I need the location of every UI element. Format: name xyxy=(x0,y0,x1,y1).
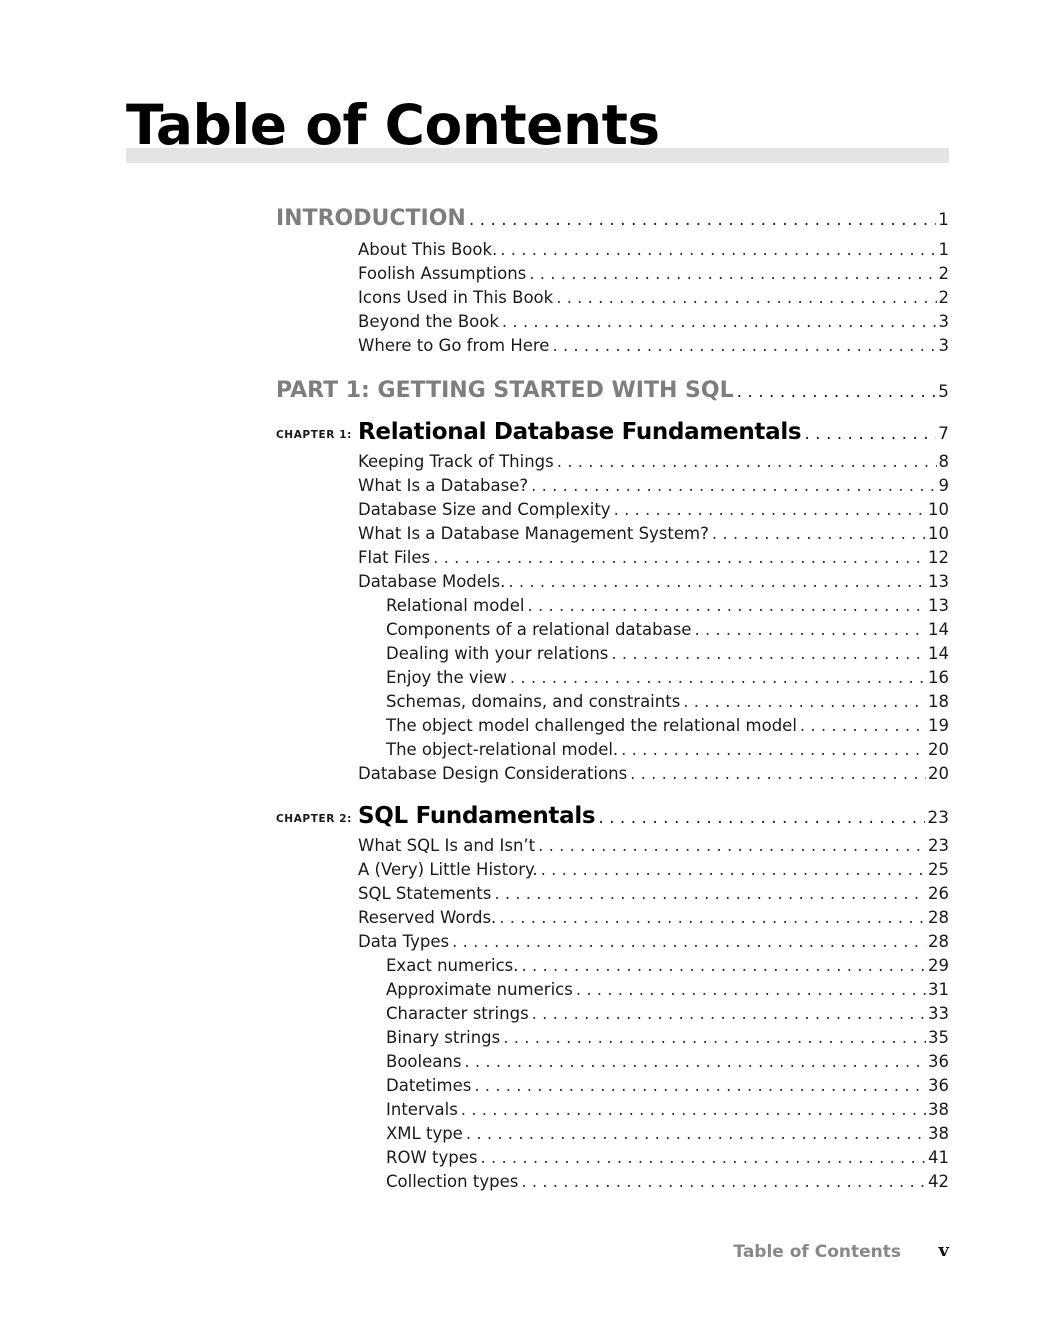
toc-subentry-label: Enjoy the view xyxy=(386,668,507,687)
toc-subentry-label: Approximate numerics xyxy=(386,980,573,999)
toc-subentry-label: Dealing with your relations xyxy=(386,644,609,663)
toc-entry[interactable] xyxy=(358,262,949,286)
leader-dots xyxy=(510,666,926,690)
leader-dots xyxy=(461,1098,926,1122)
toc-entry-page: 25 xyxy=(928,860,949,879)
toc-entry-page: 1 xyxy=(938,240,949,259)
toc-subentry[interactable] xyxy=(386,978,949,1002)
toc-entry-label: About This Book. xyxy=(358,240,498,259)
toc-subentry-label: ROW types xyxy=(386,1148,478,1167)
leader-dots xyxy=(538,834,926,858)
toc-subentry-page: 19 xyxy=(928,716,949,735)
toc-chapter-1[interactable] xyxy=(358,416,949,448)
toc-entry[interactable] xyxy=(358,930,949,954)
leader-dots xyxy=(480,1146,926,1170)
toc-entry[interactable] xyxy=(358,238,949,262)
leader-dots xyxy=(464,1050,926,1074)
toc-subentry-page: 18 xyxy=(928,692,949,711)
toc-subentry-label: The object-relational model. xyxy=(386,740,619,759)
toc-entry-page: 9 xyxy=(938,476,949,495)
toc-entry-label: Icons Used in This Book xyxy=(358,288,554,307)
leader-dots xyxy=(621,738,926,762)
toc-subentry[interactable] xyxy=(386,594,949,618)
toc-entry[interactable] xyxy=(358,834,949,858)
toc-entry-label: Keeping Track of Things xyxy=(358,452,554,471)
toc-entry[interactable] xyxy=(358,570,949,594)
toc-subentry[interactable] xyxy=(386,714,949,738)
leader-dots xyxy=(576,978,926,1002)
leader-dots xyxy=(712,522,926,546)
leader-dots xyxy=(500,238,936,262)
toc-chapter-1-title: Relational Database Fundamentals xyxy=(358,419,802,445)
toc-entry[interactable] xyxy=(358,498,949,522)
toc-entry-page: 2 xyxy=(938,264,949,283)
leader-dots xyxy=(552,334,936,358)
page-title: Table of Contents xyxy=(126,93,660,157)
toc-chapter-2[interactable] xyxy=(358,800,949,832)
toc-entry-label: Database Models. xyxy=(358,572,506,591)
toc-subentry-page: 38 xyxy=(928,1100,949,1119)
leader-dots xyxy=(557,450,937,474)
toc-entry[interactable] xyxy=(358,310,949,334)
toc-entry-page: 20 xyxy=(928,764,949,783)
toc-entry-label: Beyond the Book xyxy=(358,312,499,331)
toc-entry[interactable] xyxy=(358,474,949,498)
toc-subentry-page: 35 xyxy=(928,1028,949,1047)
toc-subentry-label: The object model challenged the relational model xyxy=(386,716,797,735)
toc-entry[interactable] xyxy=(358,450,949,474)
toc-subentry[interactable] xyxy=(386,1122,949,1146)
toc-entry-label: Reserved Words. xyxy=(358,908,497,927)
leader-dots xyxy=(694,618,926,642)
leader-dots xyxy=(474,1074,926,1098)
footer-page-number: v xyxy=(938,1240,949,1261)
toc-entry-page: 23 xyxy=(928,836,949,855)
toc-part-1-label: PART 1: GETTING STARTED WITH SQL xyxy=(276,378,734,403)
leader-dots xyxy=(466,1122,926,1146)
toc-subentry[interactable] xyxy=(386,1002,949,1026)
toc-entry-label: What Is a Database Management System? xyxy=(358,524,709,543)
toc-subentry-label: Components of a relational database xyxy=(386,620,692,639)
toc-subentry-page: 29 xyxy=(928,956,949,975)
toc-subentry-label: Collection types xyxy=(386,1172,519,1191)
toc-subentry[interactable] xyxy=(386,1050,949,1074)
toc-entry-page: 3 xyxy=(938,336,949,355)
toc-introduction-page: 1 xyxy=(938,210,949,230)
toc-introduction-label: INTRODUCTION xyxy=(276,206,466,231)
toc-entry[interactable] xyxy=(358,546,949,570)
toc-entry-label: Foolish Assumptions xyxy=(358,264,527,283)
leader-dots xyxy=(452,930,926,954)
toc-subentry[interactable] xyxy=(386,690,949,714)
leader-dots xyxy=(614,498,926,522)
toc-entry-label: What SQL Is and Isn’t xyxy=(358,836,536,855)
toc-subentry-page: 16 xyxy=(928,668,949,687)
toc-subentry-page: 20 xyxy=(928,740,949,759)
toc-subentry[interactable] xyxy=(386,1146,949,1170)
leader-dots xyxy=(800,714,926,738)
toc-entry-label: SQL Statements xyxy=(358,884,492,903)
toc-entry-page: 2 xyxy=(938,288,949,307)
toc-subentry-page: 36 xyxy=(928,1076,949,1095)
leader-dots xyxy=(737,376,937,407)
chapter-1-number: CHAPTER 1: xyxy=(276,429,352,441)
toc-subentry-page: 33 xyxy=(928,1004,949,1023)
toc-subentry-page: 41 xyxy=(928,1148,949,1167)
toc-entry[interactable] xyxy=(358,762,949,786)
toc-entry[interactable] xyxy=(358,882,949,906)
toc-subentry-page: 36 xyxy=(928,1052,949,1071)
leader-dots xyxy=(598,802,925,832)
toc-introduction[interactable] xyxy=(276,203,949,235)
leader-dots xyxy=(531,474,936,498)
toc-entry-label: A (Very) Little History. xyxy=(358,860,538,879)
toc-subentry-page: 14 xyxy=(928,644,949,663)
toc-chapter-2-title: SQL Fundamentals xyxy=(358,803,596,829)
leader-dots xyxy=(521,1170,926,1194)
toc-subentry[interactable] xyxy=(386,954,949,978)
leader-dots xyxy=(522,954,926,978)
toc-subentry[interactable] xyxy=(386,738,949,762)
toc-subentry-page: 14 xyxy=(928,620,949,639)
toc-subentry-page: 42 xyxy=(928,1172,949,1191)
toc-entry-page: 28 xyxy=(928,908,949,927)
toc-subentry[interactable] xyxy=(386,1098,949,1122)
toc-subentry-label: Binary strings xyxy=(386,1028,501,1047)
toc-subentry-page: 38 xyxy=(928,1124,949,1143)
leader-dots xyxy=(469,204,936,235)
toc-subentry[interactable] xyxy=(386,1074,949,1098)
toc-entry[interactable] xyxy=(358,858,949,882)
toc-entry-page: 13 xyxy=(928,572,949,591)
toc-entry-page: 28 xyxy=(928,932,949,951)
toc-subentry-label: Exact numerics. xyxy=(386,956,519,975)
leader-dots xyxy=(532,1002,926,1026)
toc-subentry[interactable] xyxy=(386,1026,949,1050)
leader-dots xyxy=(529,262,936,286)
toc-entry-page: 12 xyxy=(928,548,949,567)
toc-subentry[interactable] xyxy=(386,1170,949,1194)
toc-subentry-label: Booleans xyxy=(386,1052,462,1071)
leader-dots xyxy=(508,570,926,594)
toc-entry-page: 10 xyxy=(928,524,949,543)
toc-chapter-1-page: 7 xyxy=(938,424,949,444)
toc-part-1-page: 5 xyxy=(938,382,949,402)
toc-subentry-label: Datetimes xyxy=(386,1076,472,1095)
toc-subentry-page: 31 xyxy=(928,980,949,999)
leader-dots xyxy=(611,642,926,666)
leader-dots xyxy=(502,310,937,334)
toc-subentry-label: Character strings xyxy=(386,1004,529,1023)
toc-entry[interactable] xyxy=(358,906,949,930)
toc-entry-label: Flat Files xyxy=(358,548,431,567)
leader-dots xyxy=(683,690,926,714)
toc-entry-page: 10 xyxy=(928,500,949,519)
leader-dots xyxy=(528,594,927,618)
toc-entry-label: Where to Go from Here xyxy=(358,336,550,355)
leader-dots xyxy=(541,858,926,882)
leader-dots xyxy=(630,762,926,786)
toc-entry[interactable] xyxy=(358,286,949,310)
toc-entry-label: What Is a Database? xyxy=(358,476,529,495)
toc-part-1[interactable] xyxy=(276,375,949,407)
toc-entry[interactable] xyxy=(358,334,949,358)
toc-entry[interactable] xyxy=(358,522,949,546)
toc-subentry-page: 13 xyxy=(928,596,949,615)
toc-subentry-label: Relational model xyxy=(386,596,525,615)
toc-entry-page: 26 xyxy=(928,884,949,903)
leader-dots xyxy=(433,546,926,570)
toc-subentry[interactable] xyxy=(386,618,949,642)
leader-dots xyxy=(494,882,926,906)
footer-section-title: Table of Contents xyxy=(733,1242,901,1262)
toc-subentry-label: XML type xyxy=(386,1124,463,1143)
toc-subentry-label: Intervals xyxy=(386,1100,458,1119)
chapter-2-number: CHAPTER 2: xyxy=(276,813,352,825)
leader-dots xyxy=(556,286,936,310)
leader-dots xyxy=(503,1026,926,1050)
toc-subentry[interactable] xyxy=(386,642,949,666)
leader-dots xyxy=(804,418,936,448)
toc-entry-page: 3 xyxy=(938,312,949,331)
toc-entry-label: Database Design Considerations xyxy=(358,764,628,783)
leader-dots xyxy=(499,906,926,930)
toc-entry-label: Data Types xyxy=(358,932,450,951)
toc-entry-label: Database Size and Complexity xyxy=(358,500,611,519)
toc-chapter-2-page: 23 xyxy=(927,808,949,828)
toc-subentry-label: Schemas, domains, and constraints xyxy=(386,692,681,711)
toc-subentry[interactable] xyxy=(386,666,949,690)
toc-entry-page: 8 xyxy=(938,452,949,471)
